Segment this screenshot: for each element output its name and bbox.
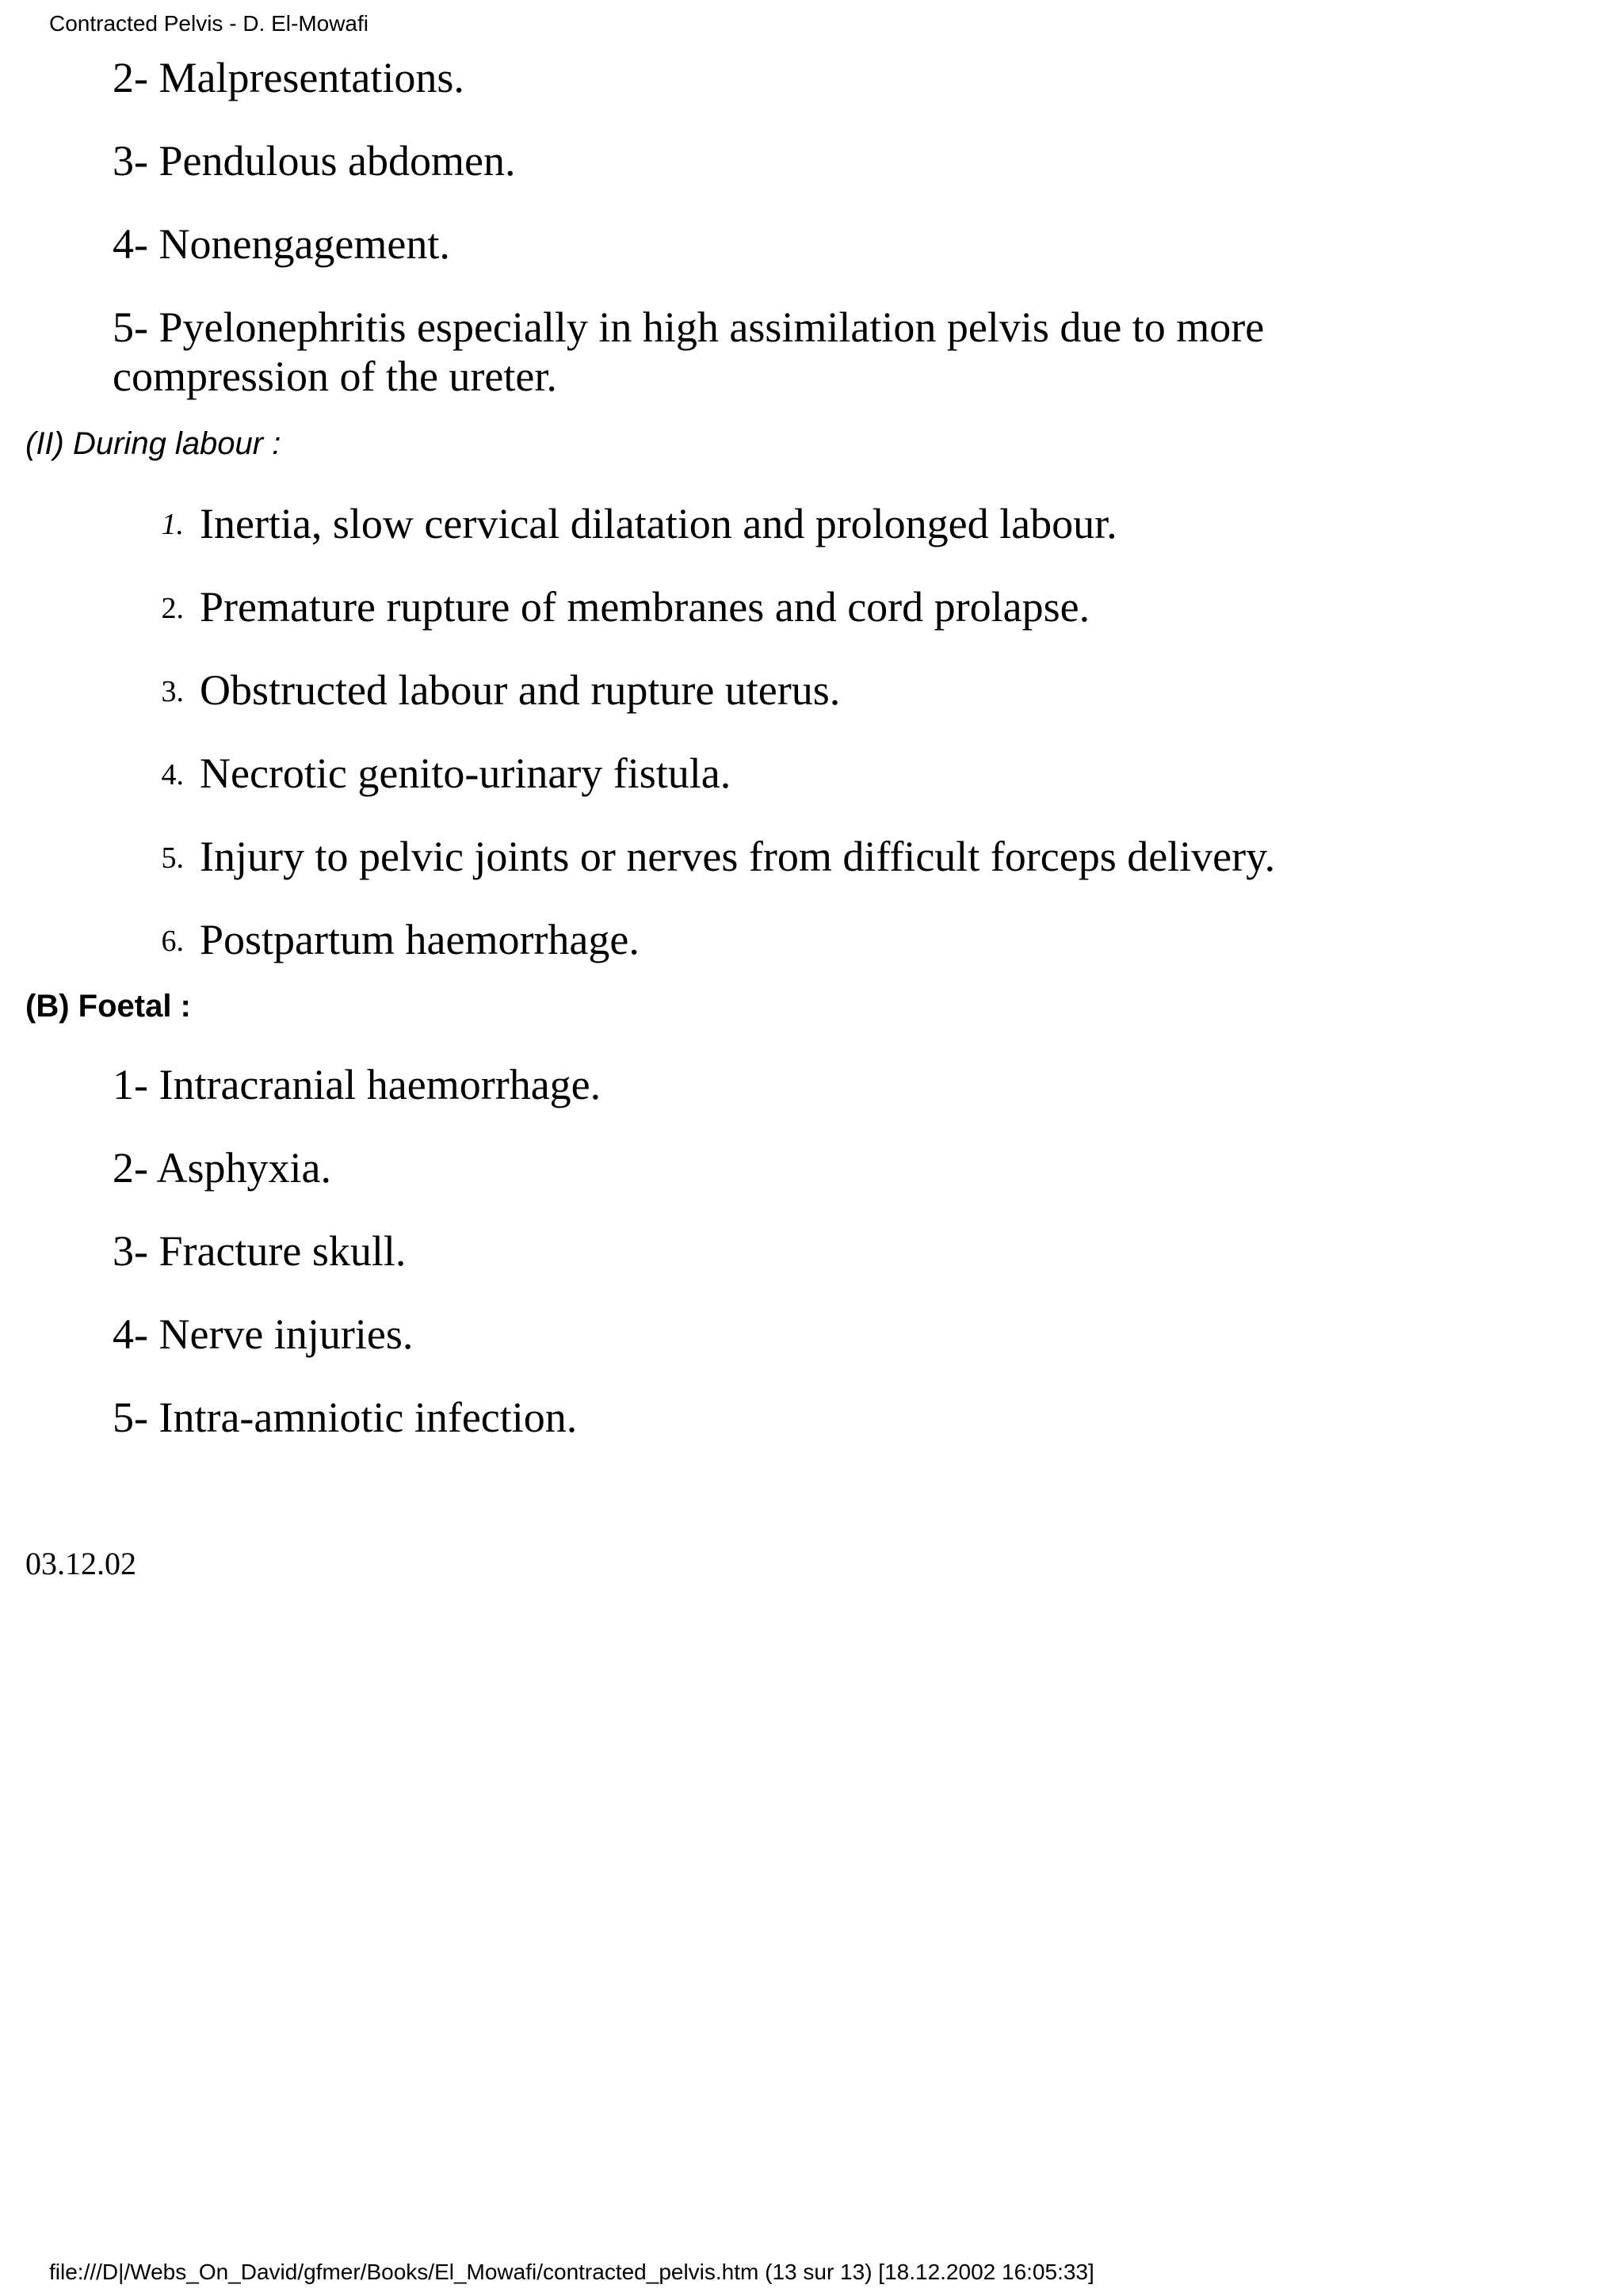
list-item: 5- Pyelonephritis especially in high assimilation pelvis due to more compression of the ureter. [113, 303, 1265, 400]
section-heading-during-labour: (II) During labour : [25, 426, 281, 461]
list-item: Premature rupture of membranes and cord prolapse. [200, 583, 1090, 631]
list-item: Obstructed labour and rupture uterus. [200, 666, 841, 714]
list-item: Postpartum haemorrhage. [200, 916, 640, 963]
list-item: Necrotic genito-urinary fistula. [200, 749, 731, 797]
list-item-number: 1. [161, 508, 184, 541]
list-item: 3- Fracture skull. [113, 1227, 407, 1275]
list-item-number: 2. [161, 592, 184, 625]
list-item: 3- Pendulous abdomen. [113, 137, 516, 185]
list-item-number: 5. [161, 841, 184, 875]
list-item-number: 3. [161, 675, 184, 708]
print-footer-path: file:///D|/Webs_On_David/gfmer/Books/El_Mowafi/contracted_pelvis.htm (13 sur 13) [18.12.2002 16:05:33] [49, 2260, 1094, 2284]
list-item: 2- Asphyxia. [113, 1144, 331, 1192]
list-item: 1- Intracranial haemorrhage. [113, 1061, 601, 1108]
list-item-number: 4. [161, 758, 184, 791]
list-item: Injury to pelvic joints or nerves from difficult forceps delivery. [200, 833, 1276, 880]
list-item: Inertia, slow cervical dilatation and prolonged labour. [200, 500, 1117, 547]
list-item: 2- Malpresentations. [113, 54, 464, 101]
list-item: 4- Nerve injuries. [113, 1310, 414, 1358]
list-item-number: 6. [161, 925, 184, 958]
list-item: 5- Intra-amniotic infection. [113, 1394, 578, 1441]
page-date: 03.12.02 [25, 1546, 136, 1581]
list-item: 4- Nonengagement. [113, 220, 450, 268]
print-header-title: Contracted Pelvis - D. El-Mowafi [49, 11, 369, 36]
section-heading-foetal: (B) Foetal : [25, 989, 191, 1024]
